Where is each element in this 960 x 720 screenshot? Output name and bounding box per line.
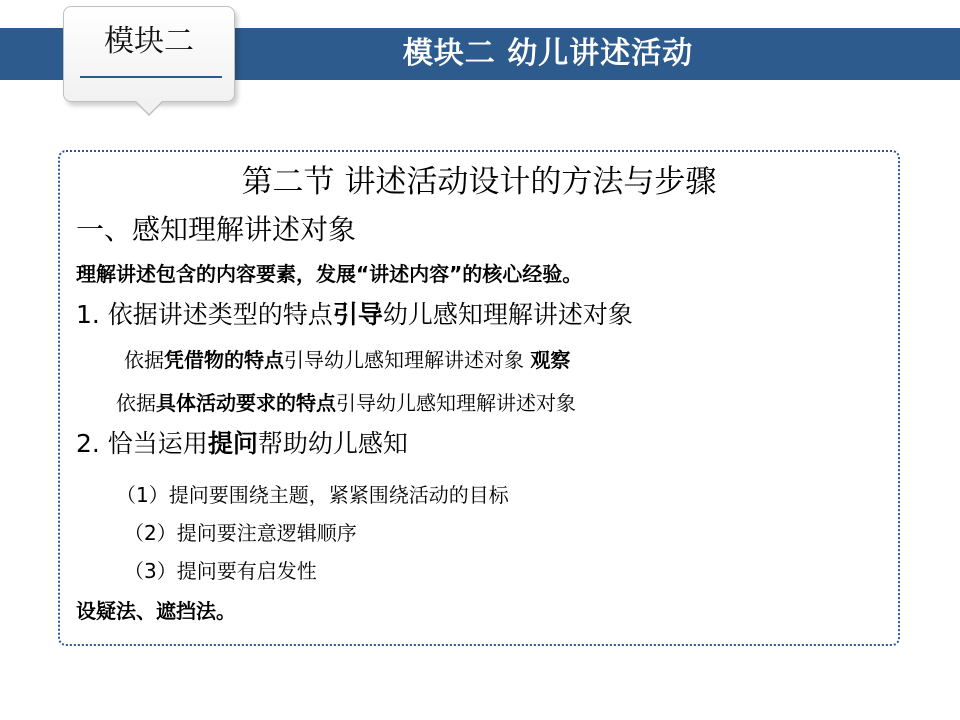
item-2-suffix: 帮助幼儿感知 — [257, 429, 408, 458]
closing-text: 设疑法、遮挡法。 — [76, 599, 236, 623]
point-3: （3）提问要有启发性 — [124, 559, 317, 583]
sub-item-1-prefix: 依据 — [124, 348, 164, 372]
sub-item-2-prefix: 依据 — [116, 391, 156, 415]
sub-item-1-emphasis: 凭借物的特点 — [164, 348, 284, 372]
sub-item-2-emphasis: 具体活动要求的特点 — [156, 391, 336, 415]
sub-item-1 — [124, 346, 570, 374]
tag-underline — [80, 76, 222, 78]
item-1-prefix: 1. 依据讲述类型的特点 — [76, 300, 333, 329]
section-heading: 一、感知理解讲述对象 — [76, 213, 357, 246]
sub-item-2-suffix: 引导幼儿感知理解讲述对象 — [336, 391, 576, 415]
header-title: 模块二 幼儿讲述活动 — [402, 36, 694, 71]
item-2-emphasis: 提问 — [207, 429, 258, 458]
sub-item-2 — [116, 389, 576, 417]
sub-item-1-tail: 观察 — [530, 348, 571, 372]
intro-text: 理解讲述包含的内容要素，发展“讲述内容”的核心经验。 — [76, 262, 583, 286]
item-2-prefix: 2. 恰当运用 — [76, 429, 208, 458]
item-2 — [76, 427, 408, 461]
item-1-emphasis: 引导 — [332, 300, 383, 329]
section-title: 第二节 讲述活动设计的方法与步骤 — [241, 164, 717, 200]
module-tag-label: 模块二 — [104, 24, 194, 59]
item-1-suffix: 幼儿感知理解讲述对象 — [382, 300, 633, 329]
sub-item-1-suffix: 引导幼儿感知理解讲述对象 — [284, 348, 524, 372]
tag-pointer — [135, 100, 163, 114]
point-2: （2）提问要注意逻辑顺序 — [124, 521, 357, 545]
item-1 — [76, 298, 633, 332]
point-1: （1）提问要围绕主题，紧紧围绕活动的目标 — [116, 483, 509, 507]
